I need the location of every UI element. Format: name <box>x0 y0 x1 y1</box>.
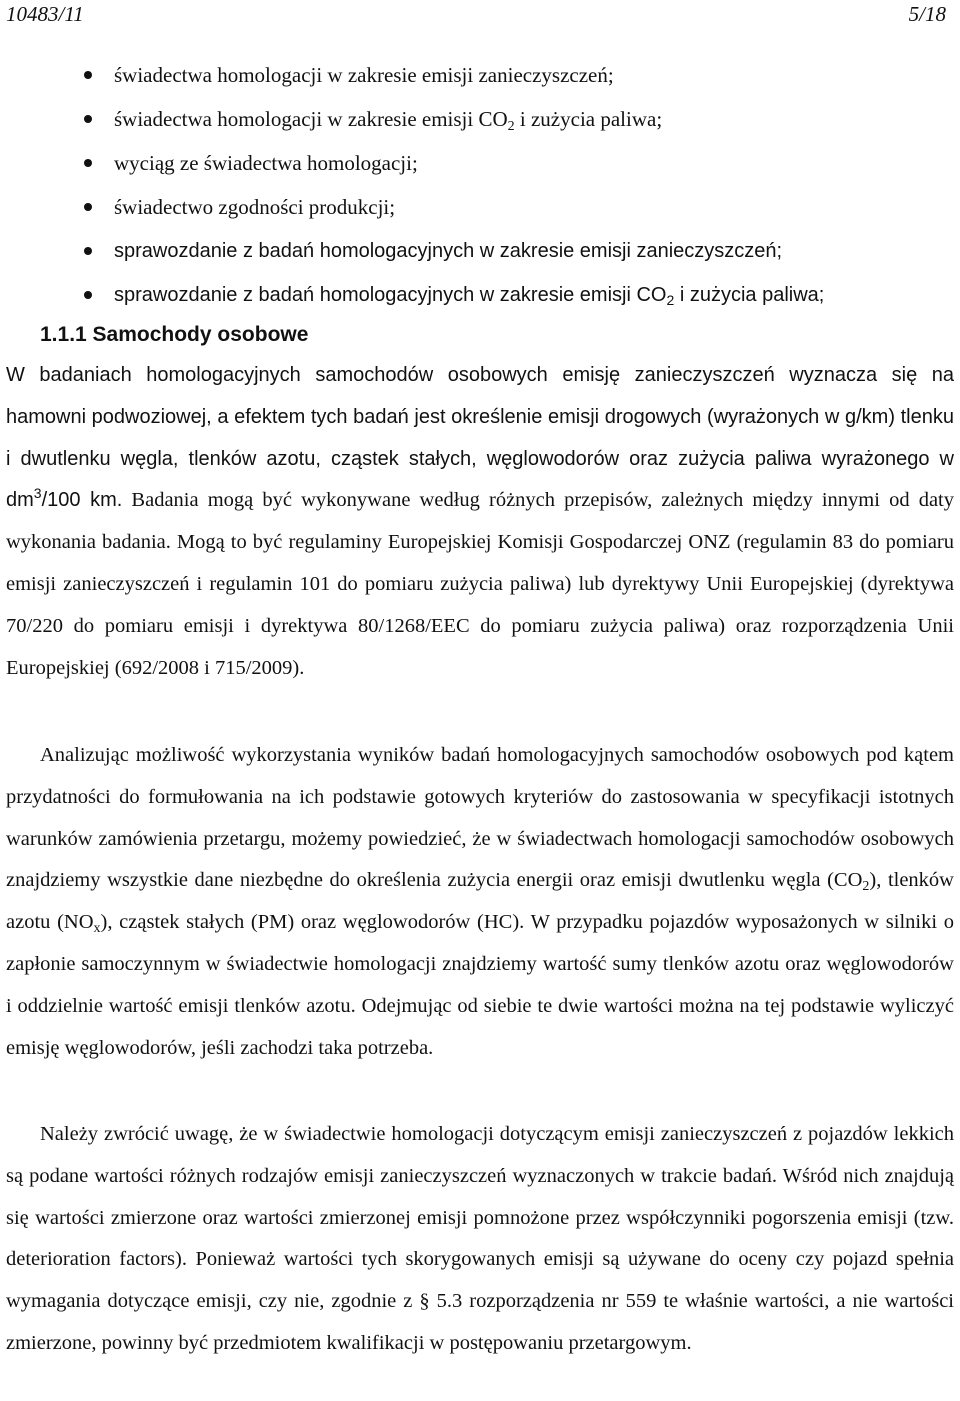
paragraph-1: W badaniach homologacyjnych samochodów osobowych emisję zanieczyszczeń wyznacza się na hamowni podwoziowej, a efektem tych badań jest określenie emisji drogowych (wyrażonych w g/km) tlenku i dwutlenku węgla, tlenków azotu, cząstek stałych, węglowodorów oraz zużycia paliwa wyrażonego w $dm^3/100$ km. Badania mogą być wykonywane według różnych przepisów, zależnych między innymi od daty wykonania badania. Mogą to być regulaminy Europejskiej Komisji Gospodarczej ONZ (regulamin 83 do pomiaru emisji zanieczyszczeń i regulamin 101 do pomiaru zużycia paliwa) lub dyrektywy Unii Europejskiej (dyrektywa 70/220 do pomiaru emisji i dyrektywa 80/1268/EEC do pomiaru zużycia paliwa) oraz rozporządzenia Unii Europejskiej (692/2008 i 715/2009). <box>6 364 954 679</box>
list-item: wyciąg ze świadectwa homologacji; <box>0 146 960 190</box>
bullet-list <box>0 58 960 322</box>
list-item: sprawozdanie z badań homologacyjnych w zakresie emisji $CO_2$ i zużycia paliwa; <box>0 278 960 322</box>
bullet-icon <box>84 115 92 123</box>
bullet-icon <box>84 291 92 299</box>
page-header <box>0 0 960 28</box>
list-item: świadectwa homologacji w zakresie emisji zanieczyszczeń; <box>0 58 960 102</box>
bullet-icon <box>84 247 92 255</box>
paragraph-3: Należy zwrócić uwagę, że w świadectwie homologacji dotyczącym emisji zanieczyszczeń z pojazdów lekkich są podane wartości różnych rodzajów emisji zanieczyszczeń wyznaczonych w trakcie badań. Wśród nich znajdują się wartości zmierzone oraz wartości zmierzonej emisji pomnożone przez współczynniki pogorszenia emisji (tzw. deterioration factors). Ponieważ wartości tych skorygowanych emisji są używane do oceny czy pojazd spełnia wymagania dotyczące emisji, czy nie, zgodnie z § 5.3 rozporządzenia nr 559 te właśnie wartości, a nie wartości zmierzone, powinny być przedmiotem kwalifikacji w postępowaniu przetargowym. <box>6 1123 955 1354</box>
document-number: 10483/11 <box>6 2 84 26</box>
bullet-icon <box>84 203 92 211</box>
paragraph-2: Analizując możliwość wykorzystania wyników badań homologacyjnych samochodów osobowych pod kątem przydatności do formułowania na ich podstawie gotowych kryteriów do zastosowania w specyfikacji istotnych warunków zamówienia przetargu, możemy powiedzieć, że w świadectwach homologacji samochodów osobowych znajdziemy wszystkie dane niezbędne do określenia zużycia energii oraz emisji dwutlenku węgla $(CO_2)$, tlenków azotu $(NO_x)$, cząstek stałych (PM) oraz węglowodorów (HC). W przypadku pojazdów wyposażonych w silniki o zapłonie samoczynnym w świadectwie homologacji znajdziemy wartość sumy tlenków azotu oraz węglowodorów i oddzielnie wartość emisji tlenków azotu. Odejmując od siebie te dwie wartości można na tej podstawie wyliczyć emisję węglowodorów, jeśli zachodzi taka potrzeba. <box>6 744 954 1059</box>
section-heading: 1.1.1 Samochody osobowe <box>40 323 309 346</box>
bullet-icon <box>84 159 92 167</box>
bullet-icon <box>84 71 92 79</box>
list-item: świadectwa homologacji w zakresie emisji $CO_2$ i zużycia paliwa; <box>0 102 960 146</box>
list-item: sprawozdanie z badań homologacyjnych w zakresie emisji zanieczyszczeń; <box>0 234 960 278</box>
list-item: świadectwo zgodności produkcji; <box>0 190 960 234</box>
page-number: 5/18 <box>908 2 946 26</box>
